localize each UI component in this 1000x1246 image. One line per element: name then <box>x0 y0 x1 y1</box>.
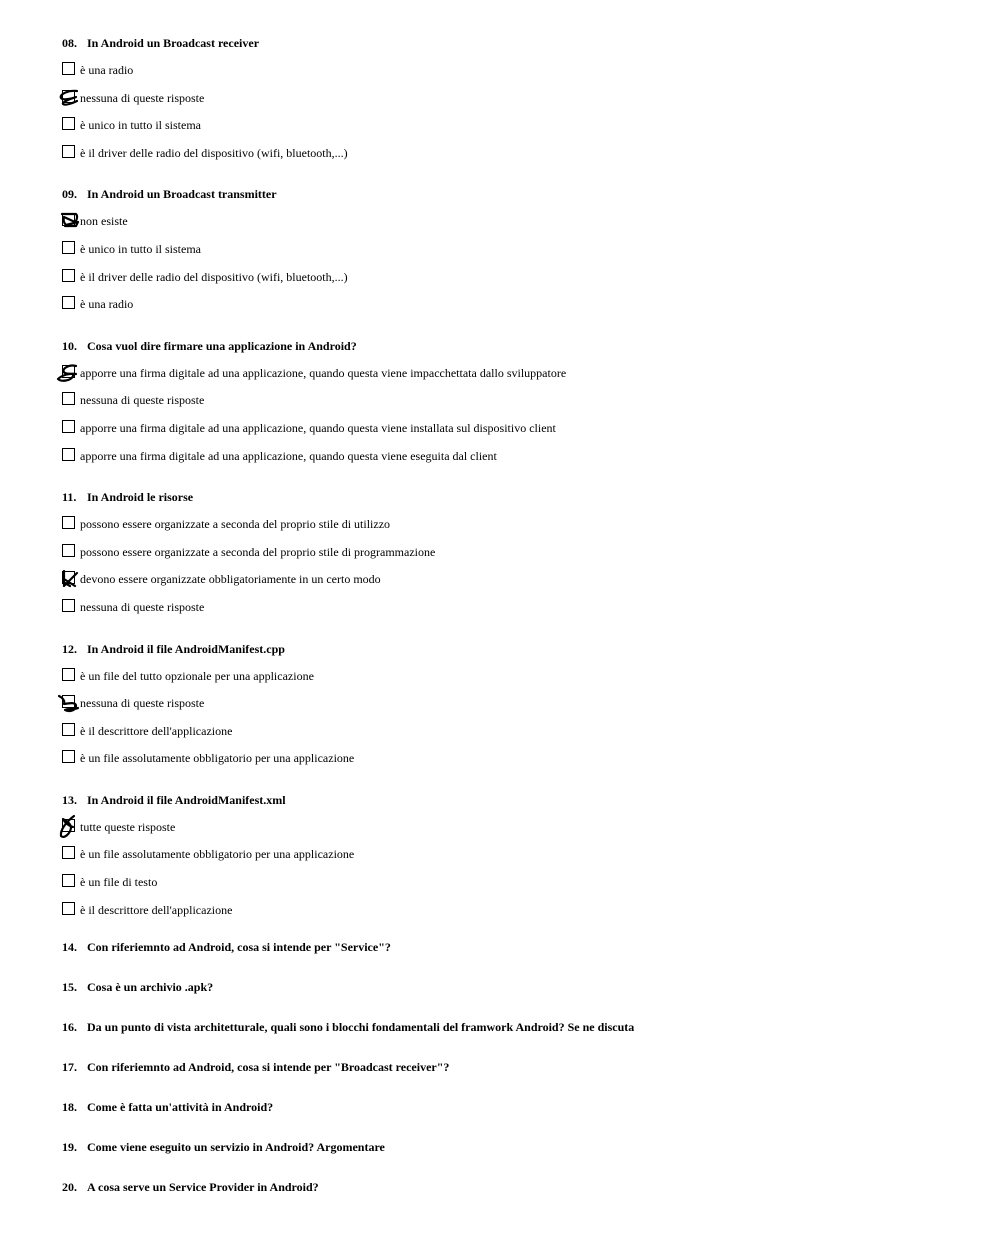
option-text: è il driver delle radio del dispositivo (wifi, bluetooth,...) <box>80 145 348 160</box>
question-title <box>62 35 962 51</box>
checkbox[interactable] <box>62 723 75 736</box>
question-number: 11. <box>62 490 77 505</box>
checkbox[interactable] <box>62 241 75 254</box>
question-text: In Android un Broadcast receiver <box>87 36 260 50</box>
question-title <box>62 186 962 202</box>
checkbox[interactable] <box>62 902 75 915</box>
option-text: possono essere organizzate a seconda del proprio stile di programmazione <box>80 544 436 559</box>
question-number: 14. <box>62 940 77 955</box>
checkbox[interactable] <box>62 668 75 681</box>
option-text: è il driver delle radio del dispositivo (wifi, bluetooth,...) <box>80 269 348 284</box>
option-text: è il descrittore dell'applicazione <box>80 723 233 738</box>
open-question-14 <box>62 939 962 955</box>
checkbox[interactable] <box>62 213 75 226</box>
answer-option[interactable] <box>62 145 962 161</box>
question-number: 17. <box>62 1060 77 1075</box>
checkbox[interactable] <box>62 819 75 832</box>
question-number: 19. <box>62 1140 77 1155</box>
checkbox[interactable] <box>62 874 75 887</box>
option-text: non esiste <box>80 214 128 229</box>
option-text: apporre una firma digitale ad una applicazione, quando questa viene impacchettata dallo sviluppatore <box>80 365 567 380</box>
question-text: Cosa è un archivio .apk? <box>87 980 214 995</box>
checkbox[interactable] <box>62 420 75 433</box>
answer-option[interactable] <box>62 420 962 436</box>
exam-page <box>62 35 962 1219</box>
option-text: è unico in tutto il sistema <box>80 118 201 133</box>
question-text: Come è fatta un'attività in Android? <box>87 1100 274 1115</box>
question-title <box>62 641 962 657</box>
open-question-18 <box>62 1099 962 1115</box>
checkbox[interactable] <box>62 544 75 557</box>
open-question-16 <box>62 1019 962 1035</box>
option-text: è unico in tutto il sistema <box>80 241 201 256</box>
checkbox[interactable] <box>62 392 75 405</box>
checkbox[interactable] <box>62 365 75 378</box>
question-text: Cosa vuol dire firmare una applicazione in Android? <box>87 338 357 353</box>
answer-option[interactable] <box>62 62 962 78</box>
option-text: nessuna di queste risposte <box>80 393 205 408</box>
question-number: 12. <box>62 641 77 656</box>
option-text: possono essere organizzate a seconda del proprio stile di utilizzo <box>80 517 391 532</box>
checkbox[interactable] <box>62 599 75 612</box>
question-number: 16. <box>62 1020 77 1035</box>
question-09 <box>62 186 962 312</box>
option-text: tutte queste risposte <box>80 819 176 834</box>
option-text: è una radio <box>80 63 134 77</box>
open-question-20 <box>62 1179 962 1195</box>
question-12 <box>62 641 962 767</box>
answer-option[interactable] <box>62 544 962 560</box>
option-text: apporre una firma digitale ad una applicazione, quando questa viene installata sul dispositivo client <box>80 420 556 435</box>
open-question-19 <box>62 1139 962 1155</box>
answer-option[interactable] <box>62 516 962 532</box>
checkbox[interactable] <box>62 117 75 130</box>
answer-option[interactable] <box>62 874 962 890</box>
checkbox[interactable] <box>62 750 75 763</box>
answer-option[interactable] <box>62 599 962 615</box>
question-text: Con riferiemnto ad Android, cosa si intende per "Service"? <box>87 940 391 955</box>
answer-option[interactable] <box>62 750 962 766</box>
option-text: è il descrittore dell'applicazione <box>80 902 233 917</box>
question-number: 20. <box>62 1180 77 1195</box>
open-question-15 <box>62 979 962 995</box>
question-number: 18. <box>62 1100 77 1115</box>
question-title <box>62 338 962 354</box>
question-text: In Android le risorse <box>87 490 194 505</box>
checkbox[interactable] <box>62 62 75 75</box>
question-text: Come viene eseguito un servizio in Android? Argomentare <box>87 1140 385 1155</box>
question-11 <box>62 489 962 615</box>
option-text: apporre una firma digitale ad una applicazione, quando questa viene eseguita dal client <box>80 448 497 463</box>
question-number: 08. <box>62 36 77 50</box>
answer-option[interactable] <box>62 392 962 408</box>
answer-option[interactable] <box>62 902 962 918</box>
question-text: A cosa serve un Service Provider in Android? <box>87 1180 319 1195</box>
checkbox[interactable] <box>62 516 75 529</box>
answer-option[interactable] <box>62 846 962 862</box>
answer-option[interactable] <box>62 571 962 587</box>
question-08 <box>62 35 962 161</box>
answer-option[interactable] <box>62 241 962 257</box>
checkbox[interactable] <box>62 846 75 859</box>
option-text: è un file di testo <box>80 875 158 890</box>
answer-option[interactable] <box>62 819 962 835</box>
checkbox[interactable] <box>62 296 75 309</box>
answer-option[interactable] <box>62 213 962 229</box>
question-text: In Android un Broadcast transmitter <box>87 187 277 202</box>
answer-option[interactable] <box>62 365 962 381</box>
option-text: nessuna di queste risposte <box>80 599 205 614</box>
question-10 <box>62 338 962 464</box>
question-number: 10. <box>62 338 77 353</box>
option-text: è un file assolutamente obbligatorio per una applicazione <box>80 751 355 766</box>
answer-option[interactable] <box>62 668 962 684</box>
answer-option[interactable] <box>62 448 962 464</box>
question-text: In Android il file AndroidManifest.xml <box>87 792 286 807</box>
option-text: nessuna di queste risposte <box>80 90 205 105</box>
answer-option[interactable] <box>62 117 962 133</box>
option-text: è un file assolutamente obbligatorio per una applicazione <box>80 847 355 862</box>
option-text: nessuna di queste risposte <box>80 696 205 711</box>
checkbox[interactable] <box>62 448 75 461</box>
question-number: 15. <box>62 980 77 995</box>
checkbox[interactable] <box>62 571 75 584</box>
checkbox[interactable] <box>62 90 75 103</box>
question-number: 09. <box>62 187 77 202</box>
open-question-17 <box>62 1059 962 1075</box>
answer-option[interactable] <box>62 723 962 739</box>
question-text: In Android il file AndroidManifest.cpp <box>87 641 285 656</box>
checkbox[interactable] <box>62 695 75 708</box>
option-text: è un file del tutto opzionale per una applicazione <box>80 668 314 683</box>
answer-option[interactable] <box>62 90 962 106</box>
question-title <box>62 489 962 505</box>
answer-option[interactable] <box>62 269 962 285</box>
question-13 <box>62 792 962 918</box>
question-text: Da un punto di vista architetturale, quali sono i blocchi fondamentali del framwork Android? Se ne discuta <box>87 1020 635 1035</box>
checkbox[interactable] <box>62 145 75 158</box>
answer-option[interactable] <box>62 296 962 312</box>
option-text: devono essere organizzate obbligatoriamente in un certo modo <box>80 572 381 587</box>
question-text: Con riferiemnto ad Android, cosa si intende per "Broadcast receiver"? <box>87 1060 450 1075</box>
answer-option[interactable] <box>62 695 962 711</box>
checkbox[interactable] <box>62 269 75 282</box>
option-text: è una radio <box>80 297 134 312</box>
question-title <box>62 792 962 808</box>
question-number: 13. <box>62 792 77 807</box>
